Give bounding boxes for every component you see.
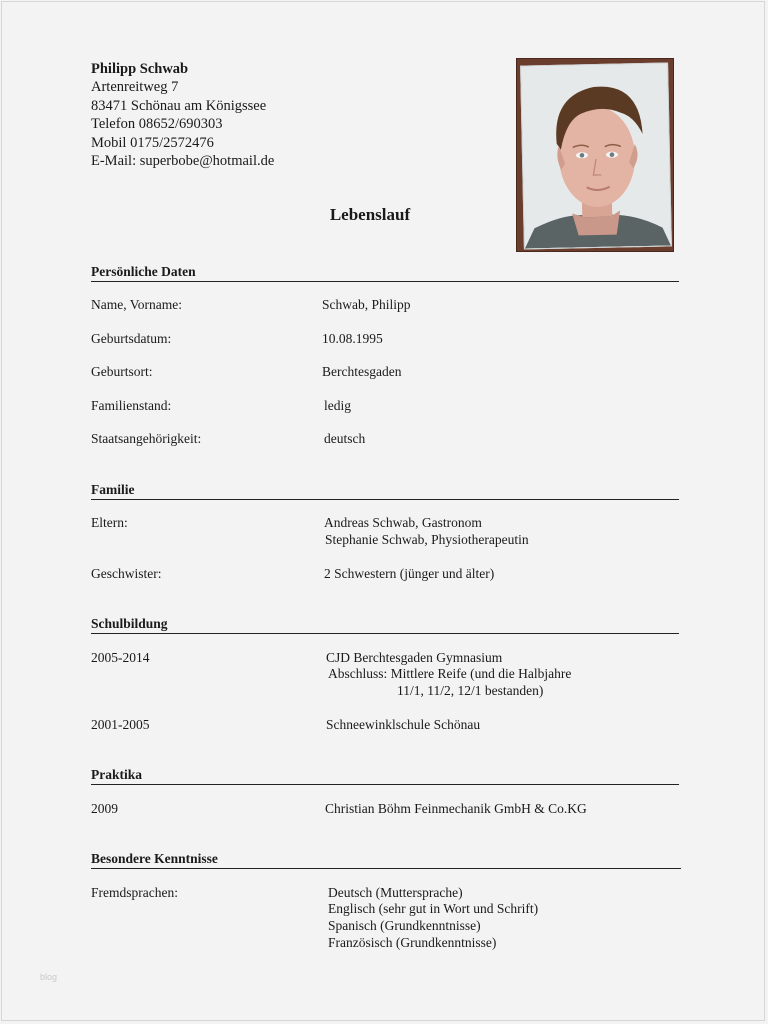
school-1-degree-detail: 11/1, 11/2, 12/1 bestanden) (397, 683, 544, 698)
contact-block (91, 60, 274, 170)
school-1-name: CJD Berchtesgaden Gymnasium (326, 650, 503, 665)
birthplace-value: Berchtesgaden (322, 364, 402, 379)
section-heading-internships: Praktika (91, 767, 679, 785)
nationality-label: Staatsangehörigkeit: (91, 431, 202, 446)
internship-company: Christian Böhm Feinmechanik GmbH & Co.KG (325, 801, 587, 816)
school-2-name: Schneewinklschule Schönau (326, 717, 481, 732)
parent-father: Andreas Schwab, Gastronom (324, 515, 482, 530)
name-label: Name, Vorname: (91, 297, 182, 312)
email-address: E-Mail: superbobe@hotmail.de (91, 153, 275, 170)
language-german: Deutsch (Muttersprache) (328, 885, 463, 900)
parent-mother: Stephanie Schwab, Physiotherapeutin (325, 532, 529, 547)
parents-label: Eltern: (91, 515, 128, 530)
city-address: 83471 Schönau am Königssee (91, 97, 267, 114)
applicant-name: Philipp Schwab (91, 61, 189, 77)
birthdate-value: 10.08.1995 (322, 331, 383, 346)
watermark-text: blog (40, 972, 58, 982)
language-french: Französisch (Grundkenntnisse) (328, 935, 497, 950)
language-english: Englisch (sehr gut in Wort und Schrift) (328, 901, 539, 916)
marital-status-value: ledig (324, 398, 351, 413)
street-address: Artenreitweg 7 (91, 79, 179, 96)
nationality-value: deutsch (324, 431, 366, 446)
name-value: Schwab, Philipp (322, 297, 411, 312)
internship-year: 2009 (91, 801, 118, 816)
section-heading-personal: Persönliche Daten (91, 264, 679, 282)
siblings-value: 2 Schwestern (jünger und älter) (324, 566, 495, 581)
school-period-1: 2005-2014 (91, 650, 150, 665)
document-title: Lebenslauf (329, 205, 411, 224)
school-period-2: 2001-2005 (91, 717, 150, 732)
language-spanish: Spanisch (Grundkenntnisse) (328, 918, 481, 933)
marital-status-label: Familienstand: (91, 398, 172, 413)
section-heading-school: Schulbildung (91, 616, 679, 634)
section-heading-skills: Besondere Kenntnisse (91, 851, 681, 869)
languages-label: Fremdsprachen: (91, 885, 178, 900)
section-heading-family: Familie (91, 482, 679, 500)
siblings-label: Geschwister: (91, 566, 162, 581)
birthdate-label: Geburtsdatum: (91, 331, 172, 346)
birthplace-label: Geburtsort: (91, 364, 153, 379)
mobile-number: Mobil 0175/2572476 (91, 134, 214, 151)
school-1-degree: Abschluss: Mittlere Reife (und die Halbjahre (328, 666, 572, 681)
phone-number: Telefon 08652/690303 (91, 116, 223, 133)
